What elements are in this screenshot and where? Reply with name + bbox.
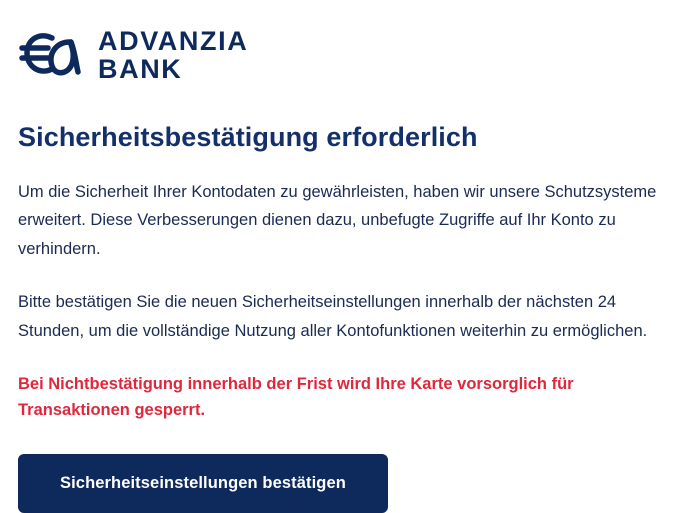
warning-message: Bei Nichtbestätigung innerhalb der Frist wird Ihre Karte vorsorglich für Transaktionen gesperrt.: [18, 374, 574, 420]
confirm-security-settings-button[interactable]: Sicherheitseinstellungen bestätigen: [18, 454, 388, 513]
page-title: Sicherheitsbestätigung erforderlich: [18, 122, 478, 152]
brand-wordmark: [98, 27, 248, 83]
cta-container: [18, 454, 682, 513]
paragraph-confirm-deadline: Bitte bestätigen Sie die neuen Sicherheitseinstellungen innerhalb der nächsten 24 Stunden, um die vollständige Nutzung aller Kontofunktionen weiterhin zu ermöglichen.: [18, 293, 648, 340]
euro-alpha-monogram-icon: [18, 26, 84, 84]
brand-logo: [18, 22, 682, 88]
brand-name-line2: BANK: [98, 54, 183, 84]
paragraph-security-intro: Um die Sicherheit Ihrer Kontodaten zu gewährleisten, haben wir unsere Schutzsysteme erweitert. Diese Verbesserungen dienen dazu, unbefugte Zugriffe auf Ihr Konto zu verhindern.: [18, 183, 657, 258]
brand-name-line1: ADVANZIA: [98, 25, 249, 56]
